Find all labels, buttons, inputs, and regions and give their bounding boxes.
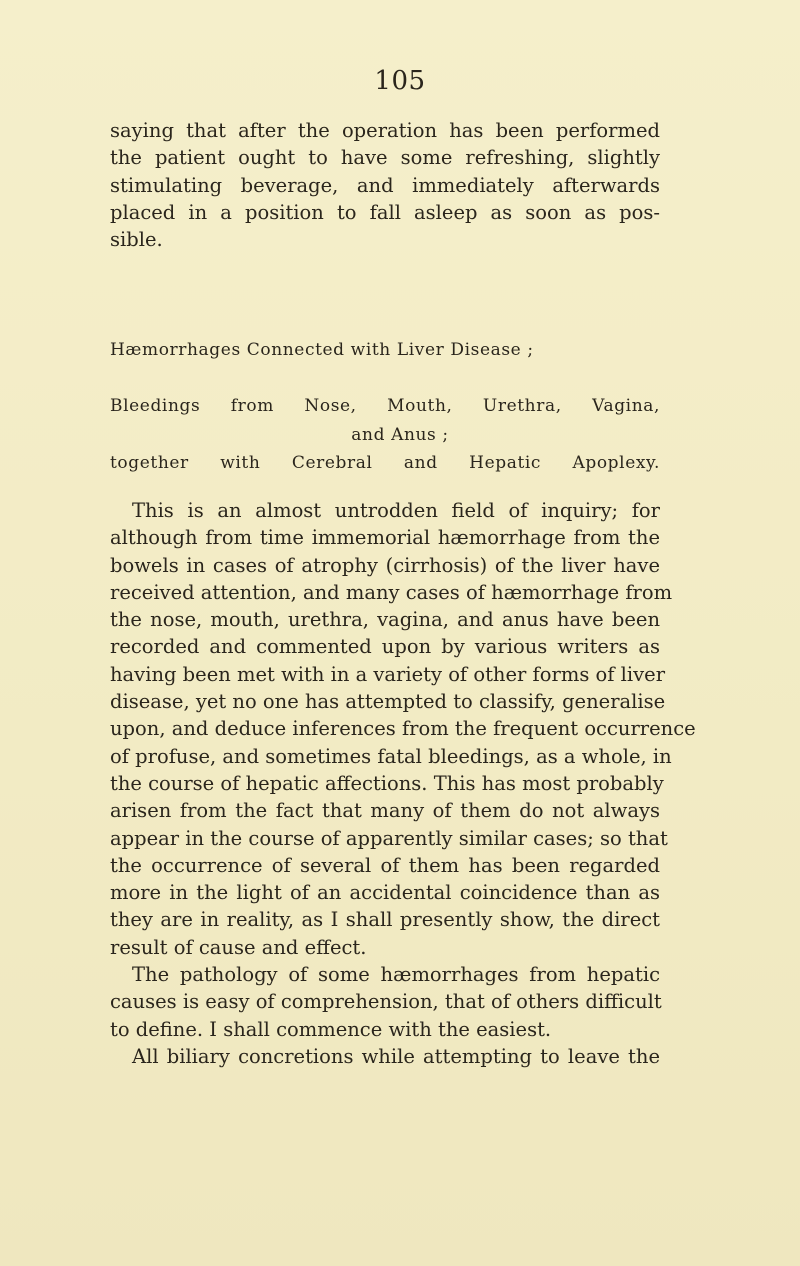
text-line: although from time immemorial hæmorrhage from the — [110, 526, 660, 550]
text-line: stimulating beverage, and immediately afterwards — [110, 173, 660, 197]
text-line: saying that after the operation has been performed — [110, 119, 660, 142]
text-line: appear in the course of apparently similar cases; so that — [110, 826, 668, 850]
section-heading-line-1: Hæmorrhages Connected with Liver Disease ; — [110, 340, 534, 360]
text-line: upon, and deduce inferences from the frequent occurrence — [110, 717, 696, 741]
text-line: placed in a position to fall asleep as soon as pos- — [110, 200, 660, 224]
text-line: the occurrence of several of them has been regarded — [110, 853, 660, 877]
text-line: recorded and commented upon by various writers as — [110, 635, 660, 659]
page-number: 105 — [374, 66, 426, 96]
text-line: they are in reality, as I shall presently show, the direct — [110, 908, 660, 932]
text-line: causes is easy of comprehension, that of others difficult — [110, 990, 662, 1014]
section-heading-line-4: together with Cerebral and Hepatic Apoplexy. — [110, 453, 660, 473]
text-line: sible. — [110, 228, 163, 252]
text-line: All biliary concretions while attempting to leave the — [132, 1044, 660, 1068]
text-line: result of cause and effect. — [110, 935, 367, 959]
body-text — [110, 497, 696, 1070]
text-line: to define. I shall commence with the easiest. — [110, 1017, 552, 1041]
text-line: disease, yet no one has attempted to classify, generalise — [110, 690, 666, 714]
intro-paragraph — [110, 117, 660, 253]
text-line: This is an almost untrodden field of inquiry; for — [132, 499, 660, 522]
text-line: received attention, and many cases of hæmorrhage from — [110, 580, 673, 604]
text-line: arisen from the fact that many of them do not always — [110, 799, 660, 823]
text-line: more in the light of an accidental coincidence than as — [110, 881, 660, 905]
section-heading-line-2: Bleedings from Nose, Mouth, Urethra, Vagina, — [110, 396, 660, 416]
section-heading-line-3: and Anus ; — [351, 425, 449, 445]
text-line: the course of hepatic affections. This has most probably — [110, 771, 664, 795]
text-line: The pathology of some hæmorrhages from hepatic — [132, 963, 660, 987]
text-line: of profuse, and sometimes fatal bleedings, as a whole, in — [110, 744, 672, 768]
text-line: having been met with in a variety of other forms of liver — [110, 662, 666, 686]
text-line: the patient ought to have some refreshing, slightly — [110, 146, 660, 170]
text-line: bowels in cases of atrophy (cirrhosis) of the liver have — [110, 553, 660, 577]
text-line: the nose, mouth, urethra, vagina, and anus have been — [110, 608, 660, 632]
